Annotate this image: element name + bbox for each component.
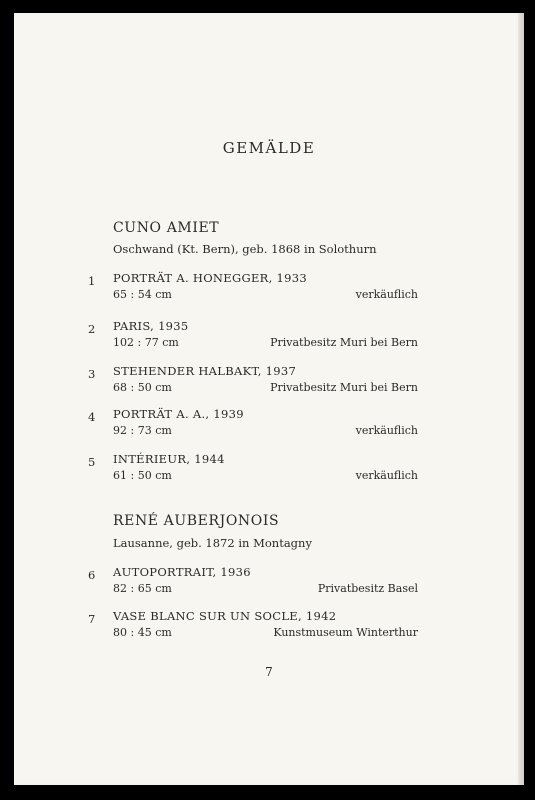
entry-title: PARIS, 1935 [113, 319, 189, 333]
entry-dimensions: 68 : 50 cm [113, 381, 172, 394]
entry-dimensions: 80 : 45 cm [113, 626, 172, 639]
entry-status: verkäuflich [355, 469, 418, 482]
catalog-entry [88, 406, 418, 440]
entry-title: PORTRÄT A. A., 1939 [113, 407, 244, 421]
artist-name: RENÉ AUBERJONOIS [113, 513, 280, 529]
entry-number: 6 [88, 568, 96, 582]
entry-title: PORTRÄT A. HONEGGER, 1933 [113, 271, 307, 285]
page-number: 7 [265, 665, 273, 679]
entry-number: 1 [88, 274, 96, 288]
entry-number: 4 [88, 410, 96, 424]
entry-dimensions: 61 : 50 cm [113, 469, 172, 482]
catalog-page [14, 13, 524, 785]
entry-dimensions: 82 : 65 cm [113, 582, 172, 595]
section-title: GEMÄLDE [222, 139, 316, 157]
catalog-entry [88, 363, 418, 397]
entry-title: VASE BLANC SUR UN SOCLE, 1942 [113, 609, 337, 623]
catalog-entry [88, 451, 418, 485]
catalog-entry [88, 270, 418, 304]
entry-dimensions: 65 : 54 cm [113, 288, 172, 301]
entry-dimensions: 102 : 77 cm [113, 336, 179, 349]
entry-dimensions: 92 : 73 cm [113, 424, 172, 437]
entry-number: 2 [88, 322, 96, 336]
entry-number: 5 [88, 455, 96, 469]
entry-status: Privatbesitz Muri bei Bern [270, 336, 418, 349]
catalog-entry [88, 608, 418, 642]
entry-status: Privatbesitz Basel [317, 582, 418, 595]
artist-name: CUNO AMIET [113, 220, 220, 236]
entry-status: Privatbesitz Muri bei Bern [270, 381, 418, 394]
artist-info: Oschwand (Kt. Bern), geb. 1868 in Solothurn [113, 242, 377, 256]
artist-info: Lausanne, geb. 1872 in Montagny [113, 536, 312, 550]
entry-number: 3 [88, 367, 96, 381]
entry-status: verkäuflich [355, 288, 418, 301]
catalog-entry [88, 564, 418, 598]
entry-number: 7 [88, 612, 96, 626]
entry-title: INTÉRIEUR, 1944 [113, 452, 225, 466]
entry-status: Kunstmuseum Winterthur [273, 626, 418, 639]
entry-title: AUTOPORTRAIT, 1936 [113, 565, 251, 579]
entry-title: STEHENDER HALBAKT, 1937 [113, 364, 297, 378]
catalog-entry [88, 318, 418, 352]
entry-status: verkäuflich [355, 424, 418, 437]
